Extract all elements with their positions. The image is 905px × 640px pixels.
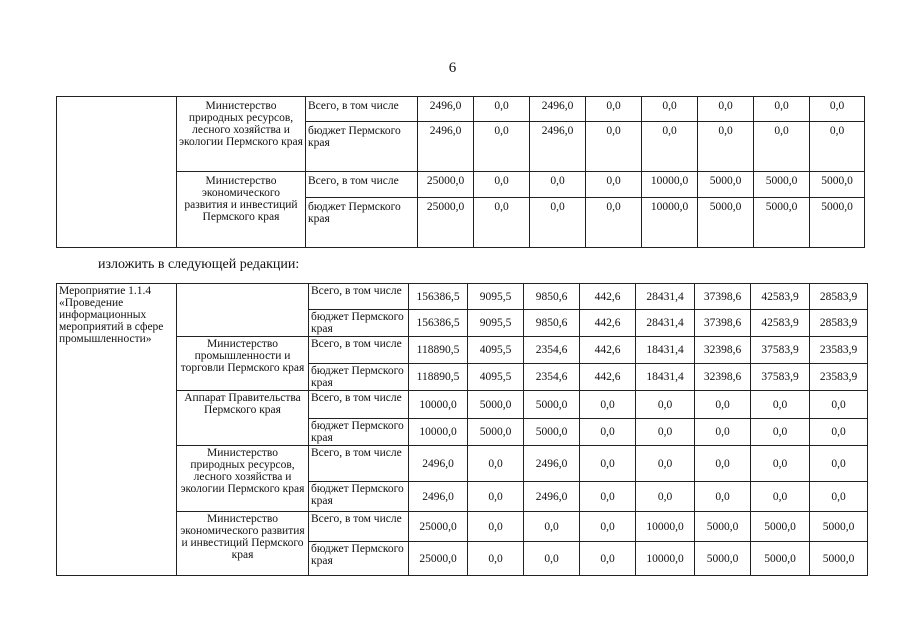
value-cell: 0,0	[698, 122, 754, 172]
line-label-cell: бюджет Пермского края	[309, 482, 409, 512]
org-cell	[177, 284, 309, 337]
line-label-cell: бюджет Пермского края	[309, 364, 409, 391]
value-cell: 0,0	[636, 419, 695, 446]
value-cell: 5000,0	[698, 172, 754, 198]
value-cell: 0,0	[468, 542, 524, 576]
value-cell: 2496,0	[418, 122, 474, 172]
value-cell: 5000,0	[751, 512, 810, 542]
value-cell: 2496,0	[409, 446, 468, 482]
line-label-cell: бюджет Пермского края	[309, 419, 409, 446]
value-cell: 0,0	[751, 419, 810, 446]
value-cell: 2496,0	[524, 482, 580, 512]
value-cell: 0,0	[586, 122, 642, 172]
value-cell: 0,0	[468, 482, 524, 512]
value-cell: 2496,0	[530, 122, 586, 172]
value-cell: 442,6	[580, 337, 636, 364]
value-cell: 0,0	[530, 172, 586, 198]
value-cell: 5000,0	[698, 198, 754, 248]
bottom-table	[56, 283, 868, 576]
value-cell: 5000,0	[468, 391, 524, 419]
value-cell: 0,0	[636, 391, 695, 419]
value-cell: 5000,0	[524, 419, 580, 446]
value-cell: 10000,0	[409, 391, 468, 419]
value-cell: 0,0	[580, 482, 636, 512]
value-cell: 2496,0	[409, 482, 468, 512]
value-cell: 118890,5	[409, 364, 468, 391]
table-row	[57, 284, 868, 310]
line-label-cell: Всего, в том числе	[309, 512, 409, 542]
org-cell: Аппарат Правительства Пермского края	[177, 391, 309, 446]
line-label-cell: Всего, в том числе	[306, 97, 418, 122]
value-cell: 442,6	[580, 310, 636, 337]
value-cell: 0,0	[580, 446, 636, 482]
value-cell: 0,0	[695, 419, 751, 446]
value-cell: 0,0	[810, 97, 865, 122]
value-cell: 18431,4	[636, 337, 695, 364]
value-cell: 5000,0	[754, 172, 810, 198]
value-cell: 4095,5	[468, 364, 524, 391]
value-cell: 10000,0	[642, 198, 698, 248]
org-cell: Министерство природных ресурсов, лесного хозяйства и экологии Пермского края	[177, 97, 306, 172]
value-cell: 5000,0	[754, 198, 810, 248]
value-cell: 0,0	[586, 198, 642, 248]
value-cell: 0,0	[636, 482, 695, 512]
value-cell: 9850,6	[524, 310, 580, 337]
value-cell: 5000,0	[810, 198, 865, 248]
value-cell: 0,0	[524, 542, 580, 576]
value-cell: 0,0	[695, 446, 751, 482]
value-cell: 5000,0	[524, 391, 580, 419]
top-table	[56, 96, 865, 248]
org-cell: Министерство экономического развития и инвестиций Пермского края	[177, 512, 309, 576]
value-cell: 2354,6	[524, 337, 580, 364]
value-cell: 37583,9	[751, 364, 810, 391]
org-cell: Министерство природных ресурсов, лесного хозяйства и экологии Пермского края	[177, 446, 309, 512]
value-cell: 32398,6	[695, 364, 751, 391]
value-cell: 5000,0	[810, 172, 865, 198]
value-cell: 4095,5	[468, 337, 524, 364]
value-cell: 10000,0	[642, 172, 698, 198]
value-cell: 0,0	[642, 122, 698, 172]
value-cell: 0,0	[580, 391, 636, 419]
value-cell: 0,0	[751, 391, 810, 419]
value-cell: 0,0	[524, 512, 580, 542]
value-cell: 0,0	[586, 172, 642, 198]
value-cell: 37398,6	[695, 310, 751, 337]
value-cell: 0,0	[586, 97, 642, 122]
value-cell: 0,0	[474, 97, 530, 122]
value-cell: 0,0	[580, 512, 636, 542]
value-cell: 2354,6	[524, 364, 580, 391]
value-cell: 0,0	[636, 446, 695, 482]
value-cell: 156386,5	[409, 310, 468, 337]
value-cell: 0,0	[580, 419, 636, 446]
value-cell: 37398,6	[695, 284, 751, 310]
value-cell: 10000,0	[636, 512, 695, 542]
intro-text: изложить в следующей редакции:	[98, 257, 300, 272]
line-label-cell: Всего, в том числе	[309, 337, 409, 364]
value-cell: 10000,0	[636, 542, 695, 576]
line-label-cell: Всего, в том числе	[306, 172, 418, 198]
value-cell: 0,0	[754, 122, 810, 172]
value-cell: 28583,9	[810, 310, 868, 337]
value-cell: 0,0	[810, 391, 868, 419]
value-cell: 118890,5	[409, 337, 468, 364]
value-cell: 25000,0	[418, 172, 474, 198]
measure-cell: Мероприятие 1.1.4 «Проведение информационных мероприятий в сфере промышленности»	[57, 284, 177, 576]
value-cell: 0,0	[468, 512, 524, 542]
table-row	[57, 446, 868, 482]
page-number: 6	[448, 60, 457, 76]
value-cell: 28431,4	[636, 310, 695, 337]
value-cell: 0,0	[810, 122, 865, 172]
value-cell: 0,0	[751, 482, 810, 512]
table-row	[57, 512, 868, 542]
value-cell: 25000,0	[418, 198, 474, 248]
line-label-cell: Всего, в том числе	[309, 446, 409, 482]
value-cell: 9850,6	[524, 284, 580, 310]
line-label-cell: бюджет Пермского края	[309, 310, 409, 337]
line-label-cell: Всего, в том числе	[309, 284, 409, 310]
value-cell: 5000,0	[751, 542, 810, 576]
value-cell: 0,0	[698, 97, 754, 122]
value-cell: 5000,0	[695, 512, 751, 542]
value-cell: 0,0	[580, 542, 636, 576]
value-cell: 2496,0	[530, 97, 586, 122]
value-cell: 0,0	[474, 172, 530, 198]
table-row	[57, 97, 865, 122]
line-label-cell: Всего, в том числе	[309, 391, 409, 419]
value-cell: 156386,5	[409, 284, 468, 310]
value-cell: 25000,0	[409, 512, 468, 542]
value-cell: 25000,0	[409, 542, 468, 576]
value-cell: 5000,0	[810, 542, 868, 576]
value-cell: 28431,4	[636, 284, 695, 310]
measure-cell	[57, 97, 177, 248]
value-cell: 23583,9	[810, 337, 868, 364]
value-cell: 2496,0	[524, 446, 580, 482]
line-label-cell: бюджет Пермского края	[306, 122, 418, 172]
value-cell: 18431,4	[636, 364, 695, 391]
value-cell: 32398,6	[695, 337, 751, 364]
value-cell: 0,0	[751, 446, 810, 482]
value-cell: 9095,5	[468, 284, 524, 310]
value-cell: 442,6	[580, 364, 636, 391]
value-cell: 0,0	[642, 97, 698, 122]
line-label-cell: бюджет Пермского края	[306, 198, 418, 248]
value-cell: 5000,0	[695, 542, 751, 576]
table-row	[57, 172, 865, 198]
value-cell: 10000,0	[409, 419, 468, 446]
value-cell: 0,0	[810, 482, 868, 512]
line-label-cell: бюджет Пермского края	[309, 542, 409, 576]
value-cell: 5000,0	[468, 419, 524, 446]
value-cell: 37583,9	[751, 337, 810, 364]
value-cell: 2496,0	[418, 97, 474, 122]
value-cell: 0,0	[530, 198, 586, 248]
value-cell: 42583,9	[751, 310, 810, 337]
org-cell: Министерство экономического развития и инвестиций Пермского края	[177, 172, 306, 248]
value-cell: 0,0	[474, 198, 530, 248]
value-cell: 0,0	[810, 419, 868, 446]
value-cell: 5000,0	[810, 512, 868, 542]
value-cell: 0,0	[474, 122, 530, 172]
value-cell: 442,6	[580, 284, 636, 310]
value-cell: 42583,9	[751, 284, 810, 310]
table-row	[57, 391, 868, 419]
value-cell: 0,0	[468, 446, 524, 482]
value-cell: 0,0	[695, 391, 751, 419]
value-cell: 0,0	[810, 446, 868, 482]
value-cell: 28583,9	[810, 284, 868, 310]
table-row	[57, 337, 868, 364]
value-cell: 9095,5	[468, 310, 524, 337]
value-cell: 0,0	[754, 97, 810, 122]
value-cell: 0,0	[695, 482, 751, 512]
org-cell: Министерство промышленности и торговли Пермского края	[177, 337, 309, 391]
value-cell: 23583,9	[810, 364, 868, 391]
